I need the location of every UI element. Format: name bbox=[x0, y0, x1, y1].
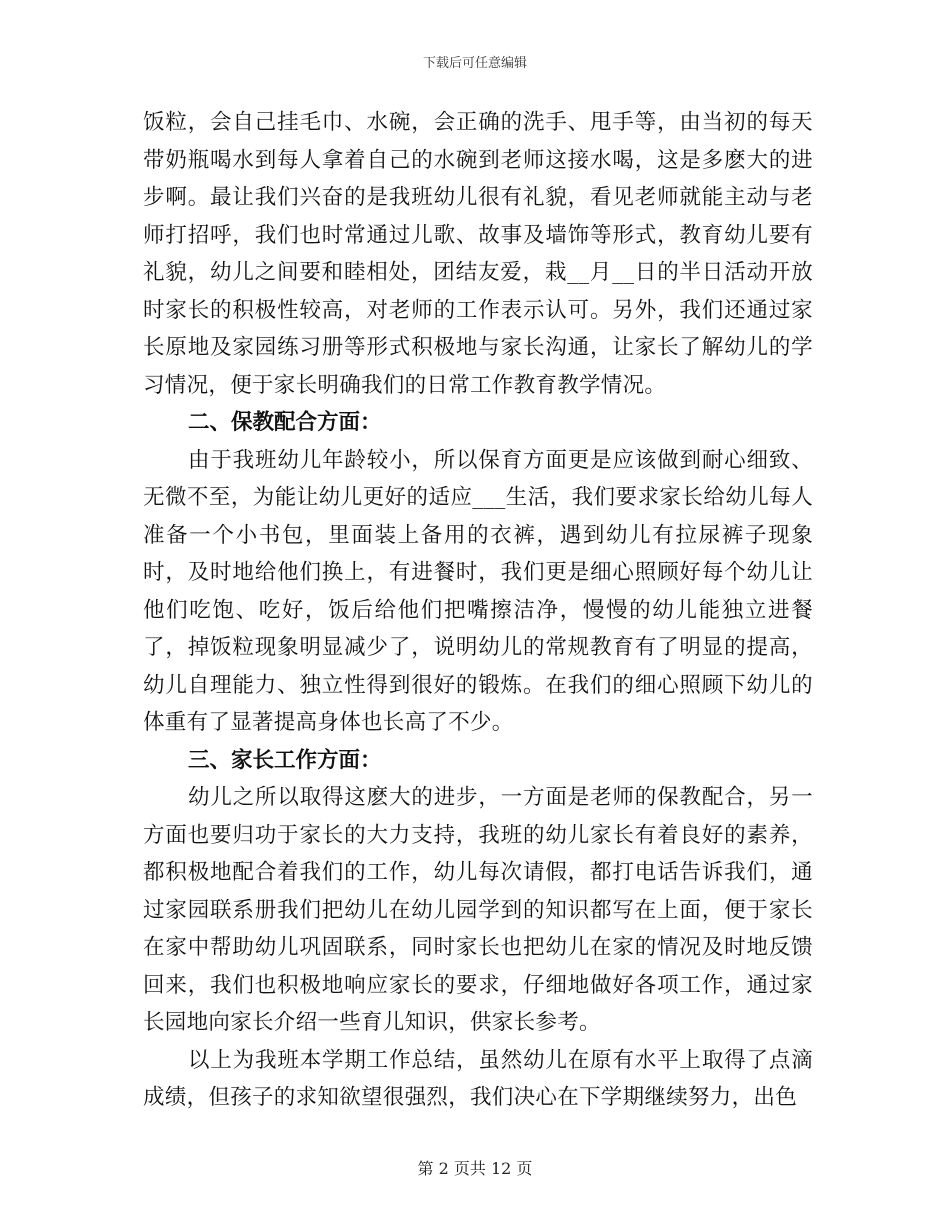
document-body bbox=[143, 104, 813, 1117]
paragraph-parent-work: 幼儿之所以取得这麽大的进步，一方面是老师的保教配合，另一方面也要归功于家长的大力支持，我班的幼儿家长有着良好的素养，都积极地配合着我们的工作，幼儿每次请假，都打电话告诉我们，通过家园联系册我们把幼儿在幼儿园学到的知识都写在上面，便于家长在家中帮助幼儿巩固联系，同时家长也把幼儿在家的情况及时地反馈回来，我们也积极地响应家长的要求，仔细地做好各项工作，通过家长园地向家长介绍一些育儿知识，供家长参考。 bbox=[143, 785, 813, 1035]
section-heading-3: 三、家长工作方面： bbox=[188, 747, 382, 773]
paragraph-continuation: 饭粒，会自己挂毛巾、水碗，会正确的洗手、甩手等，由当初的每天带奶瓶喝水到每人拿着自己的水碗到老师这接水喝，这是多麽大的进步啊。最让我们兴奋的是我班幼儿很有礼貌，看见老师就能主动与老师打招呼，我们也时常通过儿歌、故事及墙饰等形式，教育幼儿要有礼貌，幼儿之间要和睦相处，团结友爱，栽__月__日的半日活动开放时家长的积极性较高，对老师的工作表示认可。另外，我们还通过家长原地及家园练习册等形式积极地与家长沟通，让家长了解幼儿的学习情况，便于家长明确我们的日常工作教育教学情况。 bbox=[143, 110, 813, 398]
page-number: 第 2 页共 12 页 bbox=[417, 1159, 533, 1178]
page-header: 下载后可任意编辑 bbox=[422, 56, 527, 71]
section-heading-2: 二、保教配合方面： bbox=[188, 410, 382, 435]
paragraph-care-cooperation: 由于我班幼儿年龄较小，所以保育方面更是应该做到耐心细致、无微不至，为能让幼儿更好的适应___生活，我们要求家长给幼儿每人准备一个小书包，里面装上备用的衣裤，遇到幼儿有拉尿裤子现象时，及时地给他们换上，有进餐时，我们更是细心照顾好每个幼儿让他们吃饱、吃好，饭后给他们把嘴擦洁净，慢慢的幼儿能独立进餐了，掉饭粒现象明显减少了，说明幼儿的常规教育有了明显的提高，幼儿自理能力、独立性得到很好的锻炼。在我们的细心照顾下幼儿的体重有了显著提高身体也长高了不少。 bbox=[143, 447, 813, 735]
paragraph-summary: 以上为我班本学期工作总结，虽然幼儿在原有水平上取得了点滴成绩，但孩子的求知欲望很强烈，我们决心在下学期继续努力，出色 bbox=[143, 1047, 813, 1110]
